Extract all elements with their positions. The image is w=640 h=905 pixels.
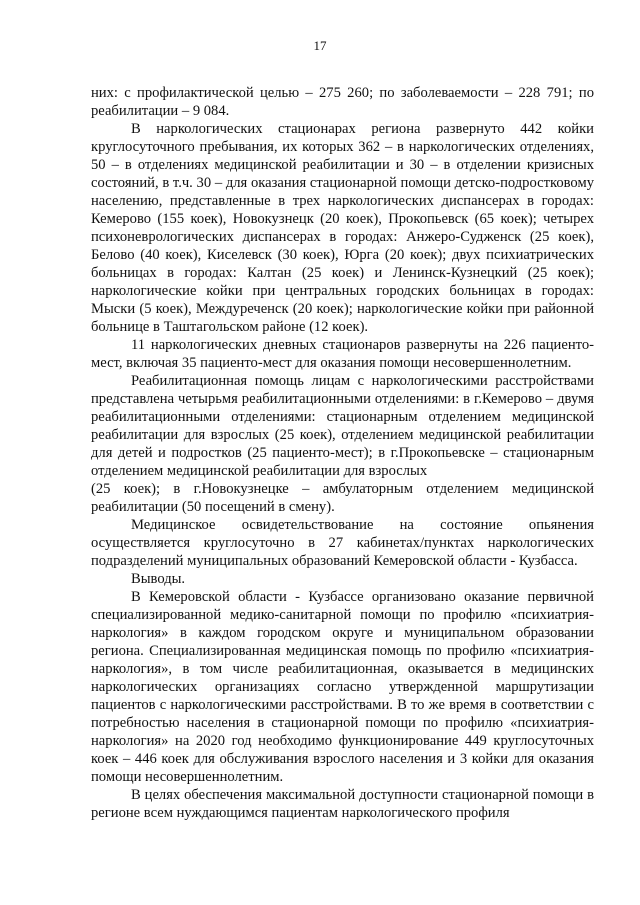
document-body [91, 84, 594, 822]
paragraph-day-hospitals: 11 наркологических дневных стационаров развернуты на 226 пациенто-мест, включая 35 пациенто-мест для оказания помощи несовершеннолетним. [91, 337, 594, 371]
paragraph-continuation: них: с профилактической целью – 275 260; по заболеваемости – 228 791; по реабилитации – 9 084. [91, 85, 594, 119]
paragraph-inpatient-beds: В наркологических стационарах региона развернуто 442 койки круглосуточного пребывания, их которых 362 – в наркологических отделениях, 50 – в отделениях медицинской реабилитации и 30 – в отделении кризисных состояний, в т.ч. 30 – для оказания стационарной помощи детско-подростковому населению, представленные в трех наркологических диспансерах в городах: Кемерово (155 коек), Новокузнецк (20 коек), Прокопьевск (65 коек); четырех психоневрологических диспансерах в городах: Анжеро-Судженск (25 коек), Белово (40 коек), Киселевск (30 коек), Юрга (20 коек); двух психиатрических больницах в городах: Калтан (25 коек) и Ленинск-Кузнецкий (25 коек); наркологические койки при центральных городских больницах в городах: Мыски (5 коек), Междуреченск (20 коек); наркологические койки при районной больнице в Таштагольском районе (12 коек). [91, 121, 594, 335]
paragraph-rehabilitation: Реабилитационная помощь лицам с наркологическими расстройствами представлена четырьмя реабилитационными отделениями: в г.Кемерово – двумя реабилитационными отделениями: стационарным отделением медицинской реабилитации для взрослых (25 коек), отделением медицинской реабилитации для детей и подростков (25 пациенто-мест); в г.Прокопьевске – стационарным отделением медицинской реабилитации для взрослых [91, 373, 594, 479]
paragraph-accessibility: В целях обеспечения максимальной доступности стационарной помощи в регионе всем нуждающимся пациентам наркологического профиля [91, 787, 594, 821]
paragraph-conclusions: В Кемеровской области - Кузбассе организовано оказание первичной специализированной медико-санитарной помощи по профилю «психиатрия-наркология» в каждом городском округе и муниципальном образовании региона. Специализированная медицинская помощь по профилю «психиатрия-наркология», в том числе реабилитационная, оказывается в медицинских наркологических организациях согласно утвержденной маршрутизации пациентов с наркологическими расстройствами. В то же время в соответствии с потребностью населения в стационарной помощи по профилю «психиатрия-наркология» на 2020 год необходимо функционирование 449 круглосуточных коек – 446 коек для обслуживания взрослого населения и 3 койки для оказания помощи несовершеннолетним. [91, 589, 594, 785]
paragraph-rehabilitation-continued: (25 коек); в г.Новокузнецке – амбулаторным отделением медицинской реабилитации (50 посещений в смену). [91, 481, 594, 515]
page-number: 17 [313, 38, 327, 53]
paragraph-medical-examination: Медицинское освидетельствование на состояние опьянения осуществляется круглосуточно в 27 кабинетах/пунктах наркологических подразделений муниципальных образований Кемеровской области - Кузбасса. [91, 517, 594, 569]
paragraph-conclusions-heading: Выводы. [131, 571, 186, 587]
